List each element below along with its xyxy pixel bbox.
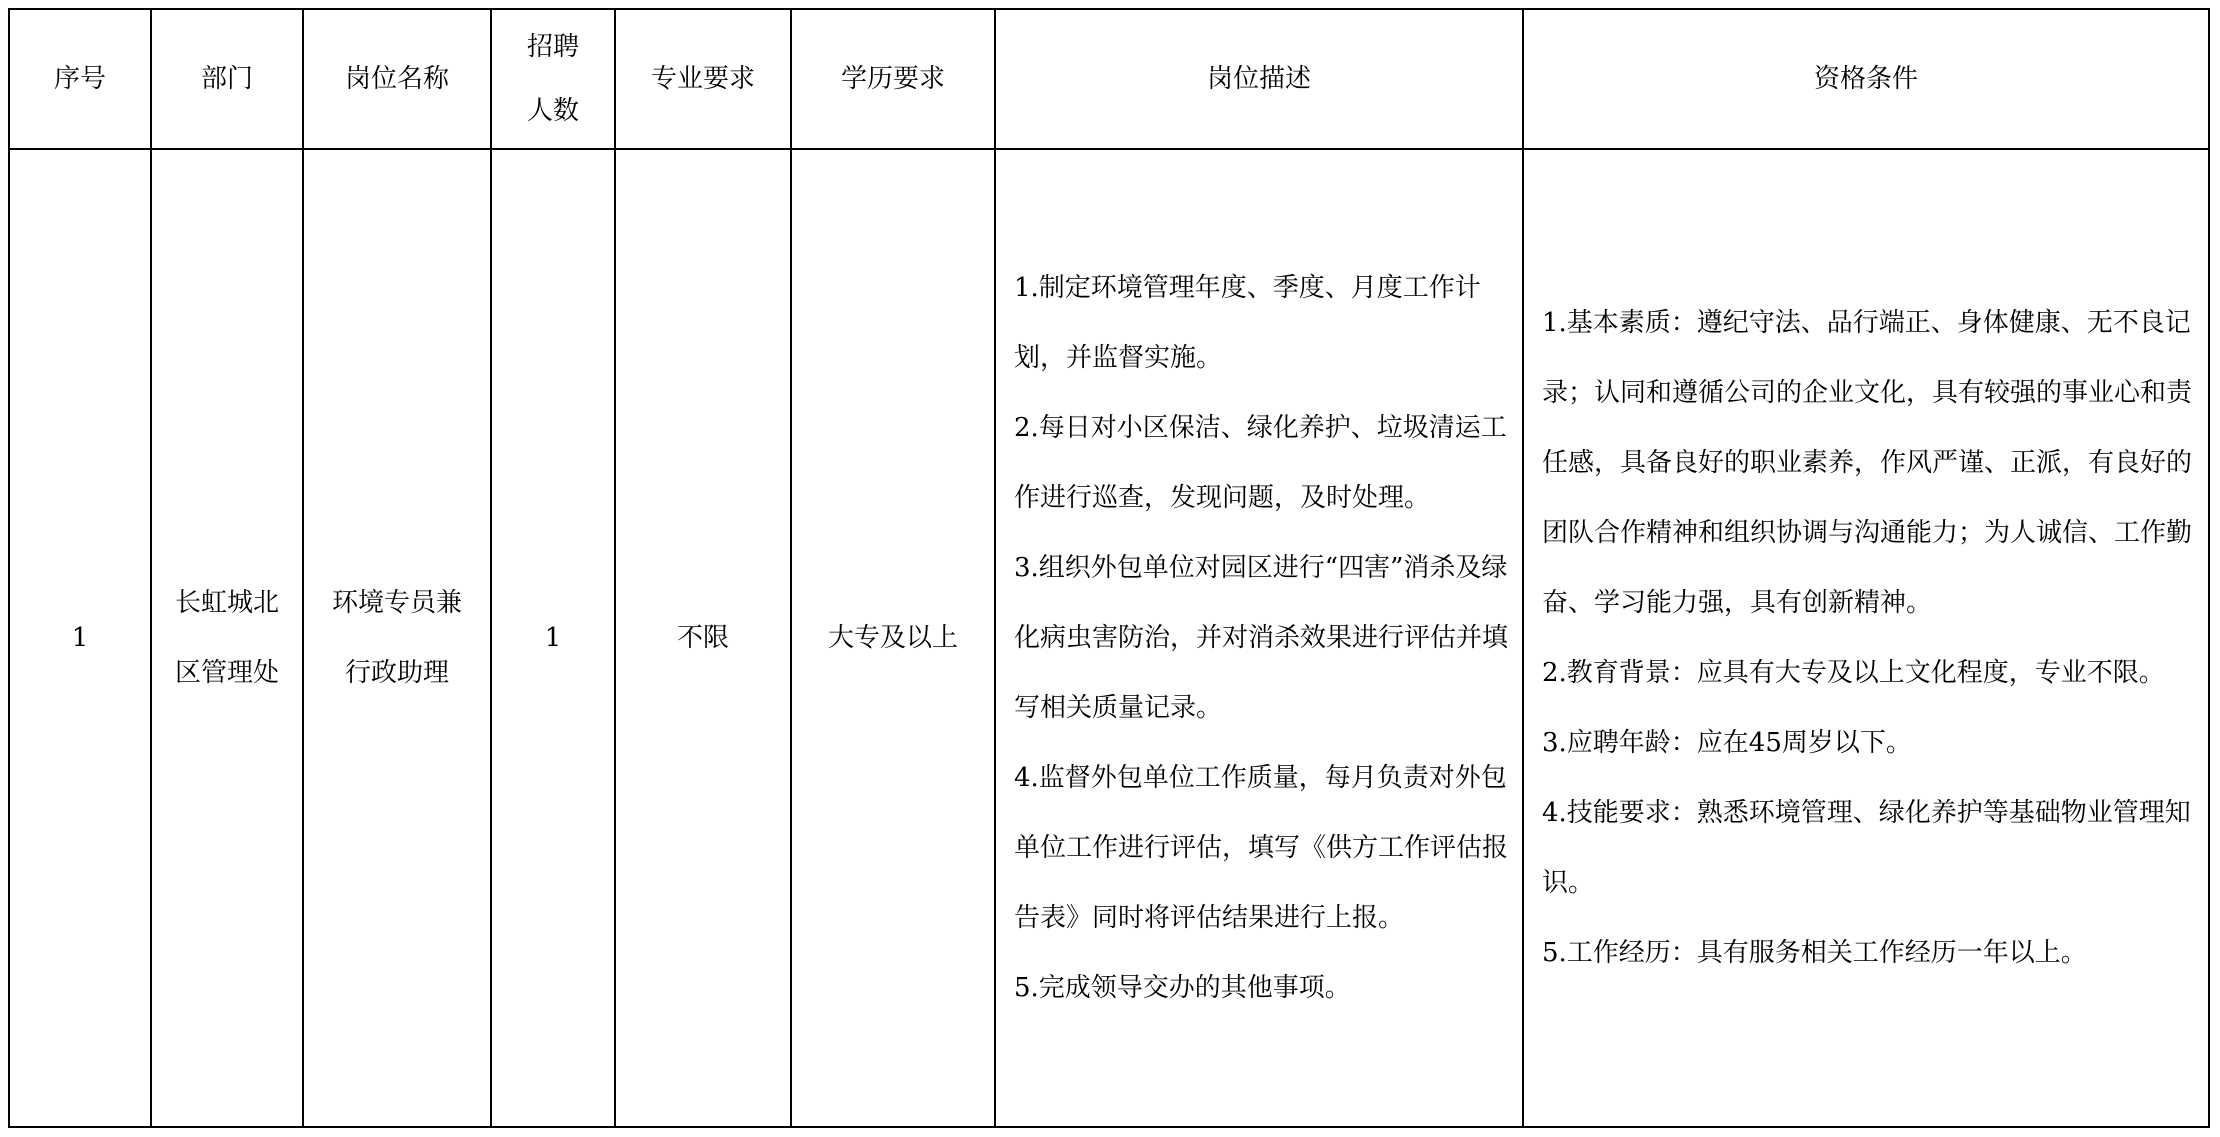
qualification-item-4: 4.技能要求：熟悉环境管理、绿化养护等基础物业管理知识。 xyxy=(1542,798,2191,898)
cell-qualifications xyxy=(1523,149,2209,1127)
cell-major-requirement: 不限 xyxy=(615,149,791,1127)
header-position-name: 岗位名称 xyxy=(303,9,491,149)
job-description-item-5: 5.完成领导交办的其他事项。 xyxy=(1014,973,1351,1003)
header-education-requirement: 学历要求 xyxy=(791,9,995,149)
header-seq: 序号 xyxy=(9,9,151,149)
header-headcount: 招聘人数 xyxy=(491,9,615,149)
header-qualifications: 资格条件 xyxy=(1523,9,2209,149)
cell-seq: 1 xyxy=(9,149,151,1127)
cell-position-name: 环境专员兼行政助理 xyxy=(303,149,491,1127)
job-description-item-2: 2.每日对小区保洁、绿化养护、垃圾清运工作进行巡查，发现问题，及时处理。 xyxy=(1014,413,1507,513)
job-description-item-1: 1.制定环境管理年度、季度、月度工作计划，并监督实施。 xyxy=(1014,273,1481,373)
header-major-requirement: 专业要求 xyxy=(615,9,791,149)
qualification-item-5: 5.工作经历：具有服务相关工作经历一年以上。 xyxy=(1542,938,2087,968)
header-department: 部门 xyxy=(151,9,303,149)
qualification-item-2: 2.教育背景：应具有大专及以上文化程度，专业不限。 xyxy=(1542,658,2165,688)
job-description-item-4: 4.监督外包单位工作质量，每月负责对外包单位工作进行评估，填写《供方工作评估报告表》同时将评估结果进行上报。 xyxy=(1014,763,1509,933)
header-job-description: 岗位描述 xyxy=(995,9,1523,149)
qualification-item-3: 3.应聘年龄：应在45周岁以下。 xyxy=(1542,728,1912,758)
recruitment-table xyxy=(8,8,2210,1128)
cell-job-description xyxy=(995,149,1523,1127)
table-row xyxy=(9,149,2209,1127)
job-description-item-3: 3.组织外包单位对园区进行“四害”消杀及绿化病虫害防治，并对消杀效果进行评估并填写相关质量记录。 xyxy=(1014,553,1509,723)
table-header-row xyxy=(9,9,2209,149)
cell-department: 长虹城北区管理处 xyxy=(151,149,303,1127)
cell-headcount: 1 xyxy=(491,149,615,1127)
cell-education-requirement: 大专及以上 xyxy=(791,149,995,1127)
qualification-item-1: 1.基本素质：遵纪守法、品行端正、身体健康、无不良记录；认同和遵循公司的企业文化，具有较强的事业心和责任感，具备良好的职业素养，作风严谨、正派，有良好的团队合作精神和组织协调与沟通能力；为人诚信、工作勤奋、学习能力强，具有创新精神。 xyxy=(1542,308,2193,618)
